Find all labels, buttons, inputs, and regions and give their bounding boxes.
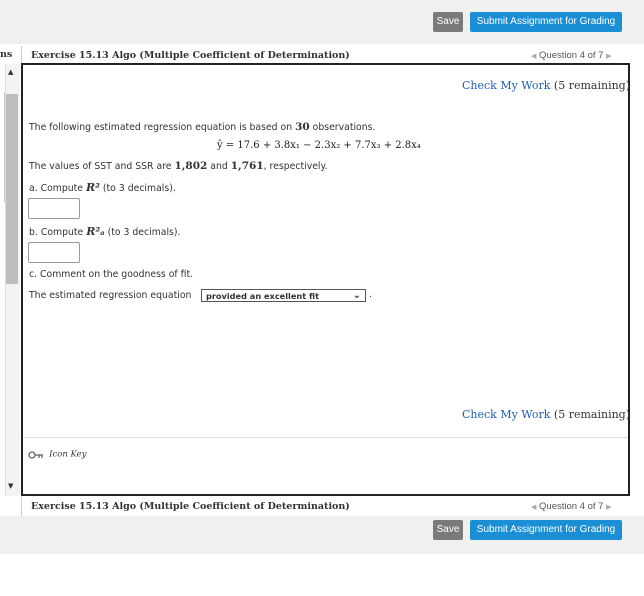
scroll-down-arrow-icon[interactable]: ▼ <box>8 482 14 490</box>
r-squared-input[interactable] <box>28 198 80 219</box>
sst-ssr-text: The values of SST and SSR are 1,802 and 1,761, respectively. <box>29 160 328 172</box>
chevron-right-icon[interactable]: ▶ <box>606 53 612 60</box>
question-nav-label: Question 4 of 7 <box>539 50 604 61</box>
exercise-title: Exercise 15.13 Algo (Multiple Coefficient of Determination) <box>31 50 350 61</box>
check-my-work-link[interactable]: Check My Work <box>462 79 551 92</box>
footer-left-divider <box>21 497 22 516</box>
dropdown-selected-value: provided an excellent fit <box>206 291 319 301</box>
sidebar-cut-label: ns <box>0 49 13 60</box>
sidebar-edge-marks <box>0 92 5 202</box>
check-my-work-remaining: (5 remaining) <box>553 79 631 92</box>
chevron-left-icon[interactable]: ◀ <box>531 504 537 511</box>
r-squared-symbol: R² <box>85 181 100 194</box>
sentence-period: . <box>369 289 372 300</box>
question-nav-footer[interactable] <box>531 501 612 512</box>
scroll-up-arrow-icon[interactable]: ▲ <box>8 68 14 76</box>
intro-text: The following estimated regression equation is based on 30 observations. <box>29 121 376 133</box>
scrollbar-thumb[interactable] <box>6 94 18 284</box>
icon-key-divider <box>23 437 628 438</box>
key-icon <box>28 445 44 464</box>
check-my-work-bottom[interactable] <box>462 408 630 421</box>
icon-key[interactable] <box>28 444 86 464</box>
question-nav[interactable] <box>531 50 612 61</box>
part-a-prompt: a. Compute R² (to 3 decimals). <box>29 181 176 194</box>
regression-equation: ŷ = 17.6 + 3.8x₁ − 2.3x₂ + 7.7x₃ + 2.8x₄ <box>217 140 421 151</box>
save-button[interactable]: Save <box>433 12 463 32</box>
question-nav-label: Question 4 of 7 <box>539 501 604 512</box>
adjusted-r-squared-input[interactable] <box>28 242 80 263</box>
observations-count: 30 <box>295 121 310 133</box>
top-toolbar <box>0 0 644 44</box>
header-left-divider <box>21 46 22 64</box>
chevron-left-icon[interactable]: ◀ <box>531 53 537 60</box>
part-c-sentence: The estimated regression equation <box>29 290 192 301</box>
sst-value: 1,802 <box>174 160 208 172</box>
save-button[interactable]: Save <box>433 520 463 540</box>
bottom-toolbar <box>0 516 644 554</box>
adjusted-r-squared-symbol: R²ₐ <box>86 225 105 238</box>
check-my-work-remaining: (5 remaining) <box>553 408 631 421</box>
check-my-work-top[interactable] <box>462 79 630 92</box>
goodness-of-fit-select[interactable] <box>201 289 366 302</box>
submit-assignment-button[interactable]: Submit Assignment for Grading <box>470 520 622 540</box>
ssr-value: 1,761 <box>230 160 264 172</box>
icon-key-label: Icon Key <box>49 449 87 460</box>
part-b-prompt: b. Compute R²ₐ (to 3 decimals). <box>29 225 181 238</box>
chevron-right-icon[interactable]: ▶ <box>606 504 612 511</box>
chevron-down-icon[interactable]: ⌄ <box>352 290 361 301</box>
part-c-prompt: c. Comment on the goodness of fit. <box>29 269 194 280</box>
exercise-title-footer: Exercise 15.13 Algo (Multiple Coefficient of Determination) <box>31 501 350 512</box>
check-my-work-link[interactable]: Check My Work <box>462 408 551 421</box>
submit-assignment-button[interactable]: Submit Assignment for Grading <box>470 12 622 32</box>
